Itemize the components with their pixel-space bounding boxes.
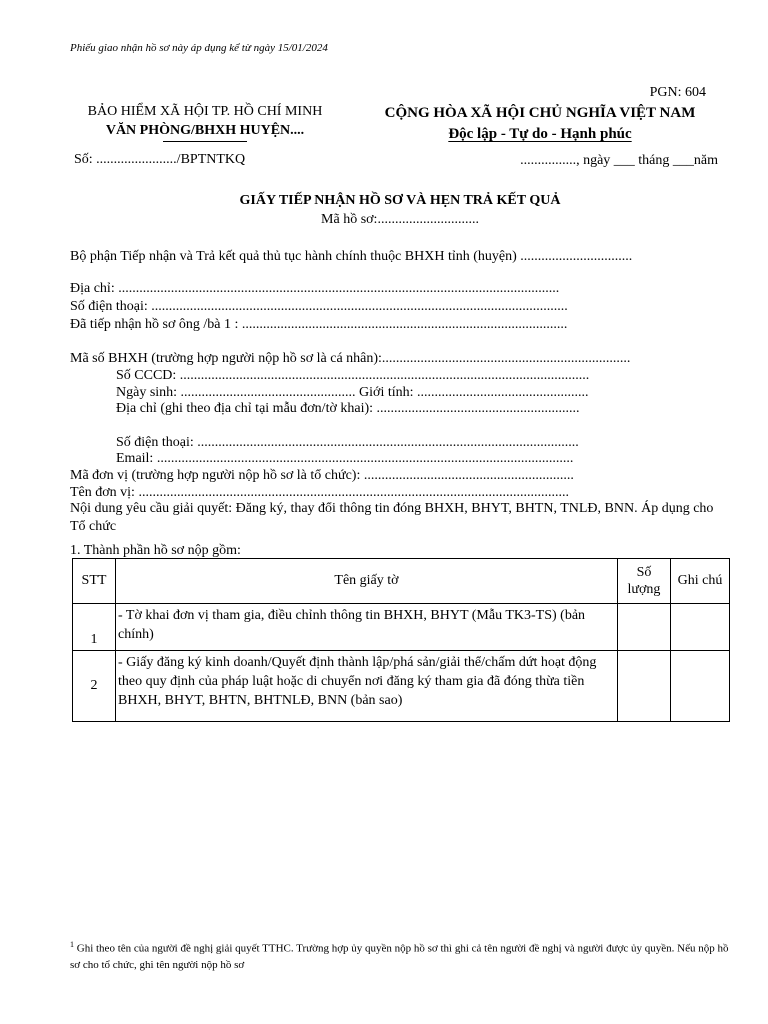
unit-name-line: Tên đơn vị: ...........................................................................................................................: [70, 485, 569, 500]
agency-divider: [163, 141, 247, 142]
address-line: Địa chỉ: ..............................................................................................................................: [70, 281, 560, 296]
header-stt: STT: [73, 559, 116, 604]
cccd-line: Số CCCD: .....................................................................................................................: [116, 368, 590, 383]
section-1-heading: 1. Thành phần hồ sơ nộp gồm:: [70, 543, 241, 558]
row-note[interactable]: [671, 651, 730, 722]
row-quantity[interactable]: [618, 604, 671, 651]
row-note[interactable]: [671, 604, 730, 651]
row-stt: 2: [73, 651, 116, 722]
table-row: [73, 651, 730, 722]
documents-table: [72, 558, 730, 722]
email-line: Email: .......................................................................................................................: [116, 451, 574, 466]
row-doc-name: - Giấy đăng ký kinh doanh/Quyết định thành lập/phá sản/giải thể/chấm dứt hoạt động theo quy định của pháp luật hoặc di chuyển nơi đăng ký tham gia đã đóng thừa tiền BHXH, BHYT, BHTN, BHTNLĐ, BNN (bản sao): [116, 651, 618, 722]
agency-office: VĂN PHÒNG/BHXH HUYỆN....: [105, 123, 305, 138]
file-code: Mã hồ sơ:.............................: [321, 212, 479, 227]
table-header-row: [73, 559, 730, 604]
pgn-number: PGN: 604: [649, 85, 706, 100]
received-from-line: Đã tiếp nhận hồ sơ ông /bà 1 : .............................................................................................: [70, 317, 568, 332]
footnote: [70, 937, 730, 973]
person-address-line: Địa chỉ (ghi theo địa chỉ tại mẫu đơn/tờ khai): ..........................................................: [116, 401, 580, 416]
nation-block: [370, 103, 710, 145]
header-quantity: Số lượng: [618, 559, 671, 604]
table-row: [73, 604, 730, 651]
agency-block: [60, 102, 350, 142]
footnote-mark: 1: [70, 940, 74, 949]
phone-line: Số điện thoại: .......................................................................................................................: [70, 299, 568, 314]
document-title: GIẤY TIẾP NHẬN HỒ SƠ VÀ HẸN TRẢ KẾT QUẢ: [239, 193, 561, 208]
date-line: ................, ngày ___ tháng ___năm: [520, 153, 718, 168]
footnote-text: Ghi theo tên của người đề nghị giải quyết TTHC. Trường hợp ủy quyền nộp hồ sơ thì ghi cả tên người đề nghị và người được ủy quyền. Nếu nộp hồ sơ cho tổ chức, ghi tên người nộp hồ sơ: [70, 942, 729, 971]
request-content: Nội dung yêu cầu giải quyết: Đăng ký, thay đổi thông tin đóng BHXH, BHYT, BHTN, TNLĐ, BNN. Áp dụng cho Tổ chức: [70, 501, 714, 534]
agency-name: BẢO HIỂM XÃ HỘI TP. HỒ CHÍ MINH: [87, 104, 323, 119]
nation-motto: Độc lập - Tự do - Hạnh phúc: [448, 126, 632, 142]
unit-code-line: Mã đơn vị (trường hợp người nộp hồ sơ là tổ chức): ............................................................: [70, 468, 574, 483]
header-note-col: Ghi chú: [671, 559, 730, 604]
bhxh-code-line: Mã số BHXH (trường hợp người nộp hồ sơ là cá nhân):.......................................................................: [70, 351, 631, 366]
person-phone-line: Số điện thoại: .............................................................................................................: [116, 435, 579, 450]
doc-number: Số: ......................./BPTNTKQ: [74, 152, 246, 167]
header-note: Phiếu giao nhận hồ sơ này áp dụng kể từ ngày 15/01/2024: [70, 42, 328, 54]
dob-gender-line: Ngày sinh: .................................................. Giới tính: .................................................: [116, 385, 589, 400]
header-doc-name: Tên giấy tờ: [116, 559, 618, 604]
row-stt: 1: [73, 604, 116, 651]
nation-name: CỘNG HÒA XÃ HỘI CHỦ NGHĨA VIỆT NAM: [384, 105, 696, 121]
row-doc-name: - Tờ khai đơn vị tham gia, điều chỉnh thông tin BHXH, BHYT (Mẫu TK3-TS) (bản chính): [116, 604, 618, 651]
dept-line: Bộ phận Tiếp nhận và Trả kết quả thủ tục hành chính thuộc BHXH tỉnh (huyện) ................................: [70, 249, 633, 264]
row-quantity[interactable]: [618, 651, 671, 722]
